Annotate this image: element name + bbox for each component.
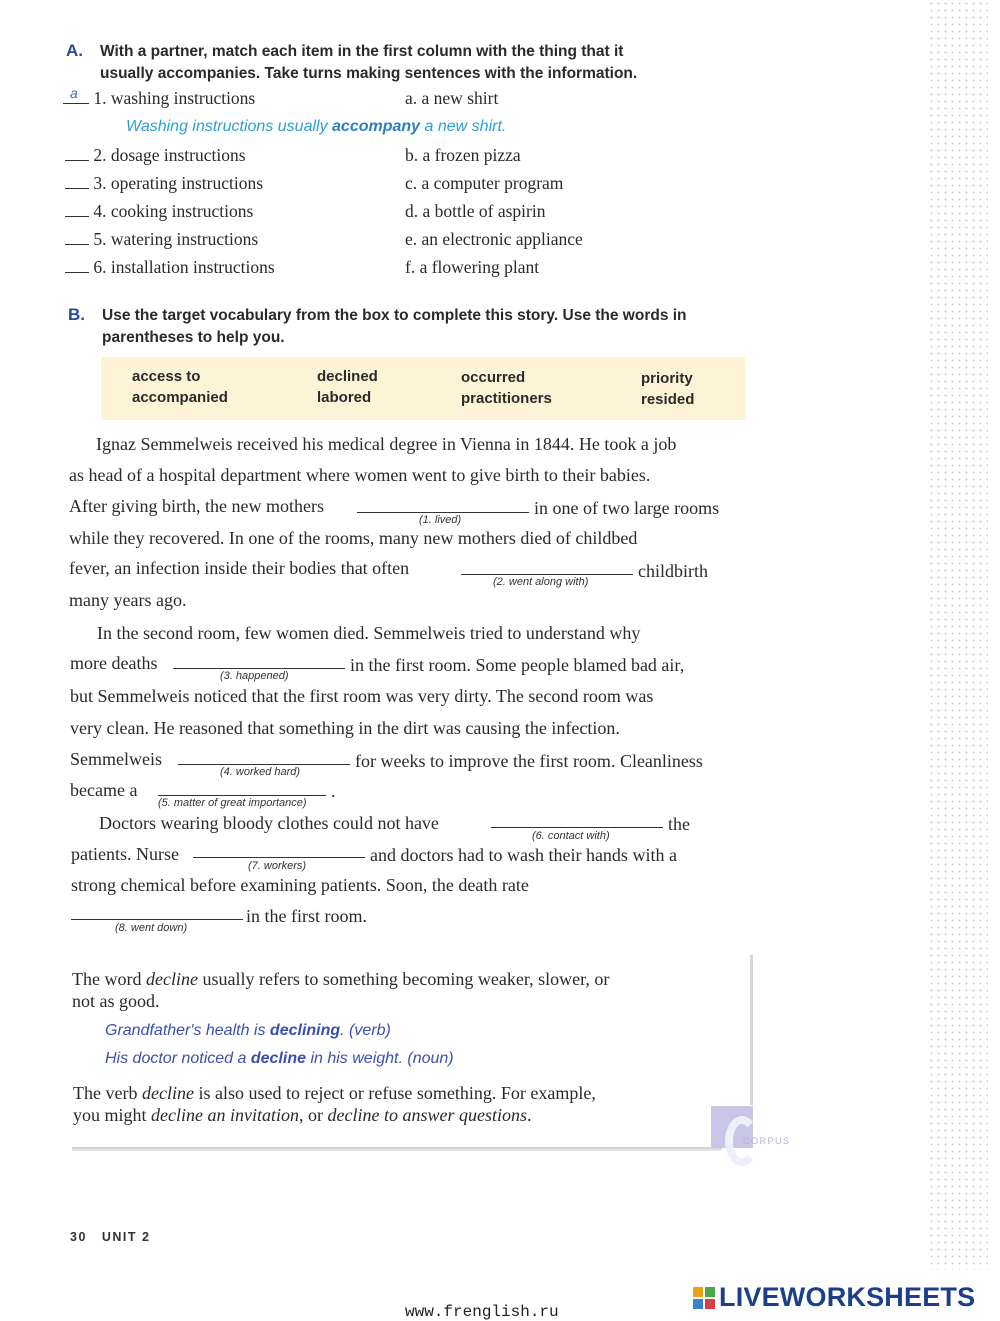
- option-f: f. a flowering plant: [405, 257, 540, 277]
- hint-7: (7. workers): [248, 860, 307, 872]
- story-line: in one of two large rooms: [534, 498, 720, 518]
- page-number: 30: [70, 1230, 87, 1244]
- story-line: patients. Nurse: [71, 844, 179, 864]
- story-line: in the first room.: [246, 906, 367, 926]
- note-example-text: . (verb): [340, 1022, 391, 1039]
- story-line: In the second room, few women died. Semmelweis tried to understand why: [97, 623, 641, 643]
- option-a: a. a new shirt: [405, 88, 499, 108]
- dotted-margin: [928, 0, 988, 1270]
- item-text: operating instructions: [110, 173, 264, 193]
- vocab-word: declined: [317, 368, 378, 385]
- vocabulary-box: [101, 357, 745, 420]
- hint-4: (4. worked hard): [220, 766, 301, 778]
- note-text: is also used to reject or refuse something. For example,: [193, 1083, 596, 1103]
- match-row-3: [65, 173, 263, 194]
- source-url: www.frenglish.ru: [405, 1303, 559, 1321]
- section-a-instructions: [100, 41, 637, 85]
- note-paragraph-2: [73, 1082, 713, 1126]
- vocab-word: resided: [641, 391, 695, 408]
- blank-2[interactable]: [461, 574, 633, 575]
- item-text: cooking instructions: [110, 201, 254, 221]
- blank-1[interactable]: [357, 512, 529, 513]
- note-example-bold: decline: [250, 1050, 306, 1067]
- section-b-instructions: [102, 305, 687, 349]
- item-number: 1.: [93, 88, 107, 108]
- example-sentence: [126, 118, 506, 136]
- note-italic: decline an invitation: [151, 1105, 299, 1125]
- note-italic: decline: [141, 1083, 194, 1103]
- story-line: After giving birth, the new mothers: [69, 496, 324, 516]
- vocab-word: labored: [317, 389, 372, 406]
- vocab-word: accompanied: [132, 389, 228, 406]
- story-line: very clean. He reasoned that something in the dirt was causing the infection.: [70, 718, 620, 738]
- blank-8[interactable]: [71, 919, 243, 920]
- blank-4[interactable]: [178, 764, 350, 765]
- example-text: Washing instructions usually: [126, 118, 333, 135]
- section-a-label: A.: [66, 41, 83, 60]
- unit-label: UNIT 2: [101, 1230, 151, 1244]
- item-number: 4.: [93, 201, 107, 221]
- hint-1: (1. lived): [419, 514, 462, 526]
- note-text: The verb: [73, 1083, 142, 1103]
- note-example-text: in his weight. (noun): [306, 1050, 454, 1067]
- note-text: usually refers to something becoming weaker, slower, or: [197, 969, 610, 989]
- story-line: Semmelweis: [70, 749, 162, 769]
- story-line: in the first room. Some people blamed bad air,: [350, 655, 685, 675]
- match-row-6: [65, 257, 275, 278]
- note-example-bold: declining: [269, 1022, 341, 1039]
- blank-6[interactable]: [491, 827, 663, 828]
- instruction-line: Use the target vocabulary from the box to complete this story. Use the words in: [102, 307, 687, 324]
- hint-2: (2. went along with): [493, 576, 589, 588]
- item-text: watering instructions: [110, 229, 259, 249]
- story-line: became a: [70, 780, 138, 800]
- note-example-1: [105, 1022, 391, 1040]
- corpus-label: CORPUS: [743, 1136, 791, 1146]
- blank-5[interactable]: [158, 795, 326, 796]
- note-text: , or: [298, 1105, 328, 1125]
- note-example-2: [105, 1050, 454, 1068]
- answer-blank[interactable]: [65, 146, 89, 161]
- liveworksheets-logo-icon: [693, 1287, 715, 1309]
- match-row-2: [65, 145, 246, 166]
- item-text: dosage instructions: [110, 145, 246, 165]
- liveworksheets-brand[interactable]: LIVEWORKSHEETS: [719, 1282, 976, 1312]
- section-b-label: B.: [68, 305, 85, 324]
- example-bold-word: accompany: [332, 118, 421, 135]
- match-row-5: [65, 229, 258, 250]
- page-footer: [70, 1230, 150, 1244]
- story-line: Doctors wearing bloody clothes could not have: [99, 813, 439, 833]
- option-c: c. a computer program: [405, 173, 564, 193]
- story-line: more deaths: [70, 653, 158, 673]
- answer-blank[interactable]: [65, 258, 89, 273]
- answer-blank[interactable]: [65, 202, 89, 217]
- answer-blank[interactable]: [63, 85, 89, 104]
- item-number: 5.: [93, 229, 107, 249]
- option-b: b. a frozen pizza: [405, 145, 521, 165]
- blank-7[interactable]: [193, 857, 365, 858]
- story-line: as head of a hospital department where women went to give birth to their babies.: [69, 465, 651, 485]
- story-line: for weeks to improve the first room. Cleanliness: [355, 751, 703, 771]
- match-row-1: [63, 85, 256, 109]
- instruction-line: With a partner, match each item in the first column with the thing that it: [100, 43, 624, 60]
- vocab-word: priority: [641, 370, 693, 387]
- story-line: strong chemical before examining patients. Soon, the death rate: [71, 875, 529, 895]
- hint-3: (3. happened): [220, 670, 289, 682]
- item-number: 6.: [93, 257, 107, 277]
- note-text: you might: [73, 1105, 152, 1125]
- example-text: a new shirt.: [420, 118, 507, 135]
- story-line: Ignaz Semmelweis received his medical degree in Vienna in 1844. He took a job: [96, 434, 677, 454]
- vocab-word: occurred: [461, 369, 526, 386]
- hint-6: (6. contact with): [532, 830, 610, 842]
- note-frame-bottom: [72, 1147, 722, 1151]
- instruction-line: parentheses to help you.: [102, 329, 285, 346]
- note-frame-right: [750, 955, 753, 1105]
- story-line: while they recovered. In one of the rooms, many new mothers died of childbed: [69, 528, 638, 548]
- note-paragraph-1: [72, 968, 712, 1012]
- blank-3[interactable]: [173, 668, 345, 669]
- vocab-word: practitioners: [461, 390, 552, 407]
- note-example-text: Grandfather's health is: [105, 1022, 270, 1039]
- answer-blank[interactable]: [65, 230, 89, 245]
- note-text: not as good.: [72, 991, 160, 1011]
- option-d: d. a bottle of aspirin: [405, 201, 546, 221]
- note-italic: decline: [145, 969, 198, 989]
- note-italic: decline to answer questions: [327, 1105, 527, 1125]
- story-line: but Semmelweis noticed that the first room was very dirty. The second room was: [70, 686, 654, 706]
- item-text: installation instructions: [110, 257, 275, 277]
- story-line: childbirth: [638, 561, 708, 581]
- story-line: the: [668, 814, 690, 834]
- story-line: many years ago.: [69, 590, 187, 610]
- item-text: washing instructions: [110, 88, 256, 108]
- item-number: 2.: [93, 145, 107, 165]
- vocab-word: access to: [132, 368, 201, 385]
- answer-blank[interactable]: [65, 174, 89, 189]
- story-line: fever, an infection inside their bodies that often: [69, 558, 410, 578]
- answer-text: a: [70, 85, 78, 101]
- hint-8: (8. went down): [115, 922, 188, 934]
- match-row-4: [65, 201, 253, 222]
- hint-5: (5. matter of great importance): [158, 797, 307, 809]
- option-e: e. an electronic appliance: [405, 229, 583, 249]
- note-text: .: [526, 1105, 532, 1125]
- story-line: .: [331, 781, 336, 801]
- note-example-text: His doctor noticed a: [105, 1050, 251, 1067]
- instruction-line: usually accompanies. Take turns making sentences with the information.: [100, 65, 638, 82]
- item-number: 3.: [93, 173, 107, 193]
- story-line: and doctors had to wash their hands with a: [370, 845, 677, 865]
- note-text: The word: [72, 969, 146, 989]
